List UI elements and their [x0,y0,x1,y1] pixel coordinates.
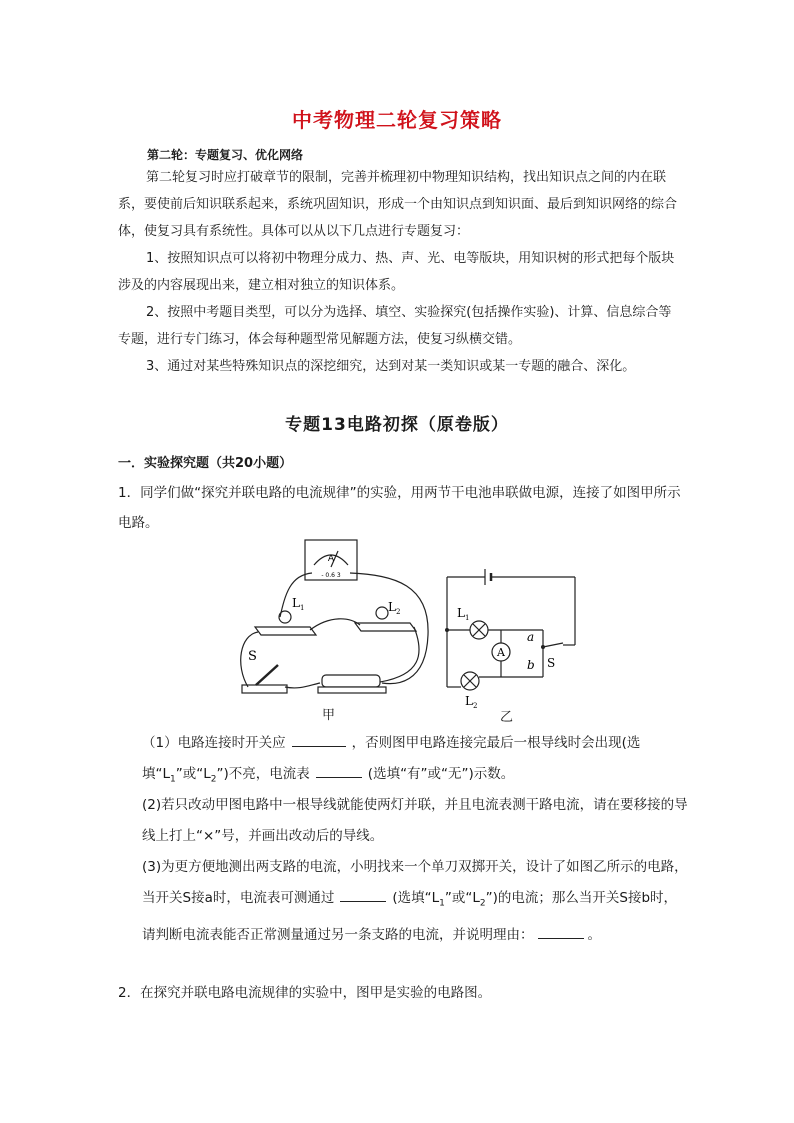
answer-blank-1[interactable] [292,732,346,747]
switch-base [242,685,287,693]
question-2-stem: 2．在探究并联电路电流规律的实验中，图甲是实验的电路图。 [118,985,492,1001]
part-title: 一．实验探究题（共20小题） [118,456,293,471]
circuit-figure-yi [435,565,585,710]
switch-lever [256,665,278,685]
battery-pair [322,675,380,687]
bulb-l1-base [255,627,316,635]
question-1-part-1: （1）电路连接时开关应 ，否则图甲电路连接完最后一根导线时会出现(选填“$L_1$”或“$L_2$”)不亮，电流表 (选填“有”或“无”)示数。 [142,728,688,796]
bulb-l2-base [355,623,416,631]
strategy-item-1: 1、按照知识点可以将初中物理分成力、热、声、光、电等版块，用知识树的形式把每个版块涉及的内容展现出来，建立相对独立的知识体系。 [118,251,675,293]
intro-paragraph: 第二轮复习时应打破章节的限制，完善并梳理初中物理知识结构，找出知识点之间的内在联系，要使前后知识联系起来，系统巩固知识，形成一个由知识点到知识面、最后到知识网络的综合体，使复习具有系统性。具体可以从以下几点进行专题复习： [118,170,678,239]
wire-l1-l2 [310,619,360,630]
question-1-part-3: (3)为更方便地测出两支路的电流，小明找来一个单刀双掷开关，设计了如图乙所示的电路，当开关S接a时，电流表可测通过 (选填“$L_1$”或“$L_2$”)的电流；那么当开关S接b时，请判断电流表能否正常测量通过另一条支路的电流，并说明理由： 。 [142,859,688,943]
label-l2: $L_2$ [465,694,478,710]
round-heading: 第二轮：专题复习、优化网络 [147,148,304,162]
ammeter-terminals: - 0.6 3 [321,572,341,579]
figure-caption-jia: 甲 [322,708,336,723]
wire-l2-battery [380,627,419,682]
circuit-figure-jia [230,535,440,720]
strategy-item-2: 2、按照中考题目类型，可以分为选择、填空、实验探究(包括操作实验)、计算、信息综合等专题，进行专门练习，体会每种题型常见解题方法，使复习纵横交错。 [118,305,672,347]
label-a: a [527,630,535,644]
page-title: 中考物理二轮复习策略 [292,108,502,132]
label-switch-s: S [248,649,257,664]
answer-blank-4[interactable] [538,924,584,939]
answer-blank-2[interactable] [316,763,362,778]
label-s: S [547,656,556,670]
switch-blade [543,643,563,647]
label-b: b [527,658,535,672]
wire-switch-battery [285,683,320,688]
strategy-item-3: 3、通过对某些特殊知识点的深挖细究，达到对某一类知识或某一专题的融合、深化。 [146,359,636,374]
label-l2: $L_2$ [388,600,401,616]
label-l1: $L_1$ [292,596,305,612]
battery-holder [318,687,386,693]
figure-caption-yi: 乙 [500,710,514,725]
question-1-part-2: (2)若只改动甲图电路中一根导线就能使两灯并联，并且电流表测干路电流，请在要移接的导线上打上“×”号，并画出改动后的导线。 [142,797,688,844]
label-l1: $L_1$ [457,606,470,622]
answer-blank-3[interactable] [340,887,386,902]
ammeter-label: A [497,646,505,659]
bulb-l2 [376,607,388,619]
topic-title: 专题13电路初探（原卷版） [285,415,509,435]
ammeter-symbol: A [327,554,335,564]
question-1-stem: 1．同学们做“探究并联电路的电流规律”的实验，用两节干电池串联做电源，连接了如图甲所示电路。 [118,485,681,531]
